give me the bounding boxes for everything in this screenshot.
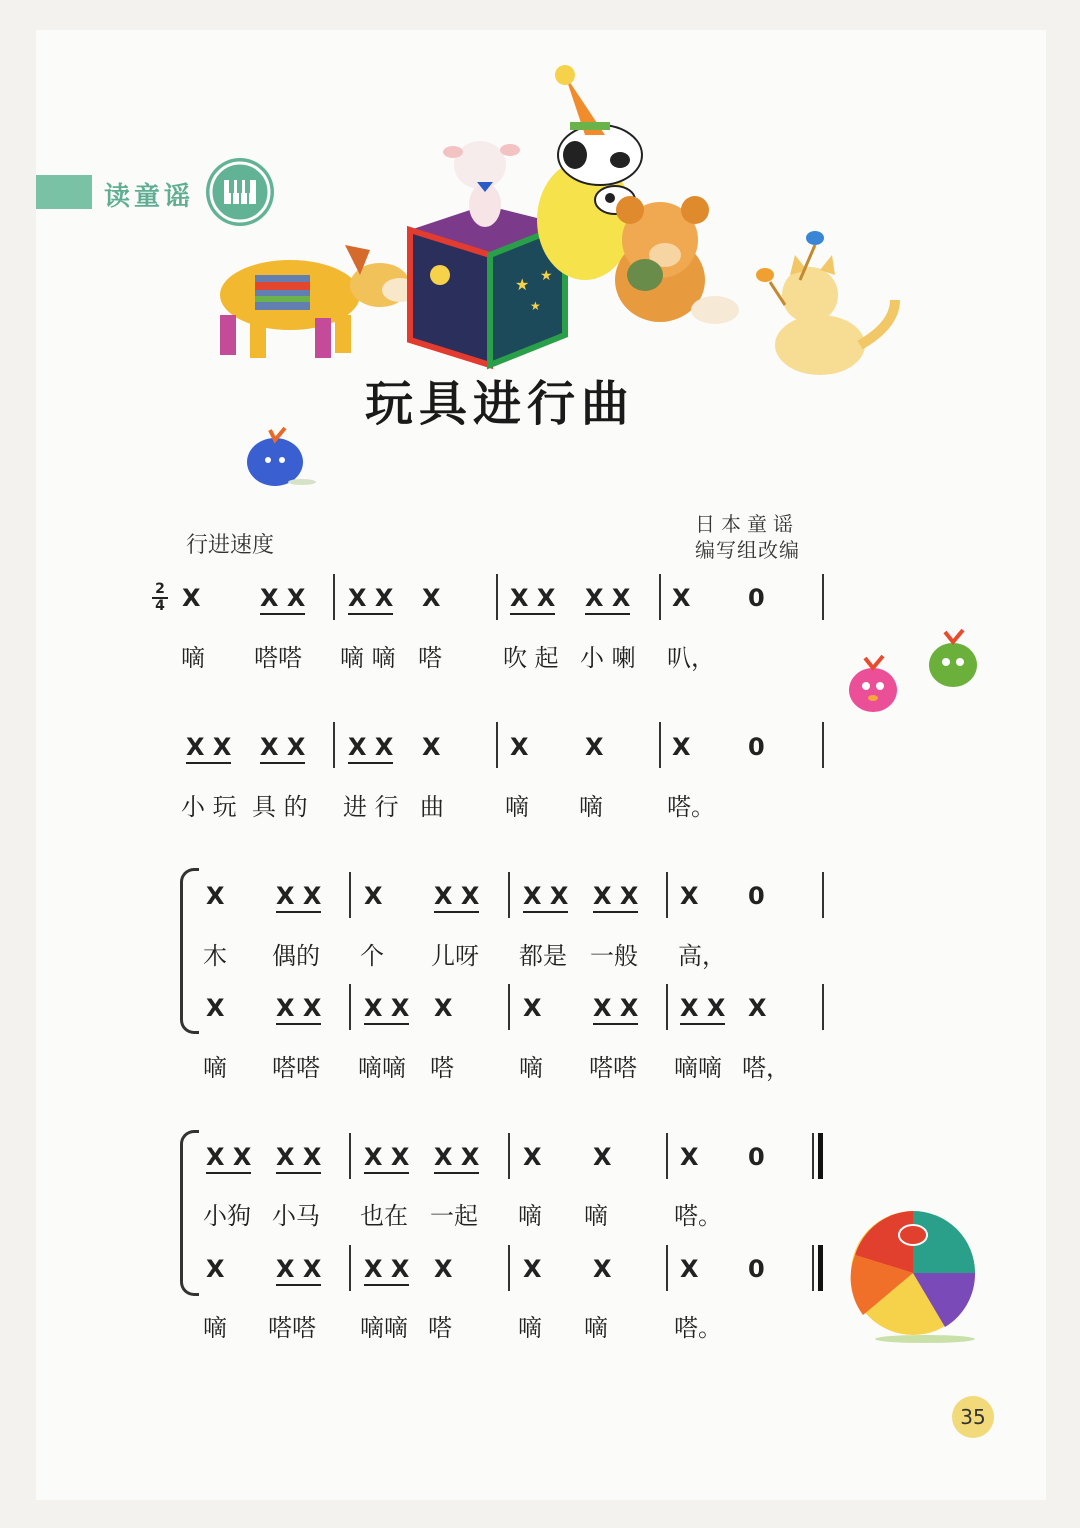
- lyric: 嗒: [428, 1314, 452, 1342]
- bar-line: [496, 722, 498, 768]
- note: X X: [680, 994, 725, 1025]
- lyric: 嗒，: [742, 1054, 790, 1082]
- bar-line: [666, 1133, 668, 1179]
- note: X X: [434, 882, 479, 913]
- bar-line: [666, 1245, 668, 1291]
- bar-line: [349, 1245, 351, 1291]
- lyric: 小 玩: [181, 793, 237, 821]
- bar-line: [508, 1133, 510, 1179]
- lyric: 嗒。: [674, 1202, 722, 1230]
- note: 0: [748, 584, 765, 612]
- bar-line: [822, 984, 824, 1030]
- lyric: 嘀: [584, 1202, 608, 1230]
- lyric: 吹 起: [503, 644, 559, 672]
- lyric: 嘀: [203, 1314, 227, 1342]
- lyric: 具 的: [252, 793, 308, 821]
- note: X X: [364, 994, 409, 1025]
- toy-donkey: [220, 245, 418, 358]
- bar-line: [822, 574, 824, 620]
- lyric: 偶的: [272, 942, 320, 970]
- lyric: 木: [203, 942, 227, 970]
- lyric: 嘀: [519, 1054, 543, 1082]
- svg-text:★: ★: [530, 299, 541, 313]
- note: X: [523, 1255, 542, 1283]
- note: X X: [276, 994, 321, 1025]
- bar-line: [666, 984, 668, 1030]
- lyric: 儿呀: [431, 942, 479, 970]
- note: X X: [585, 584, 630, 615]
- lyric: 曲: [420, 793, 444, 821]
- bar-line: [333, 722, 335, 768]
- note: X: [434, 994, 453, 1022]
- bar-line: [496, 574, 498, 620]
- bar-line: [822, 722, 824, 768]
- note: X X: [364, 1255, 409, 1286]
- lyric: 小狗: [203, 1202, 251, 1230]
- lyric: 嘀: [518, 1202, 542, 1230]
- tempo-marking: 行进速度: [186, 533, 275, 558]
- bar-line: [822, 872, 824, 918]
- lyric: 个: [360, 942, 384, 970]
- svg-text:★: ★: [540, 268, 553, 284]
- lyric: 嘀: [181, 644, 205, 672]
- note: X X: [593, 994, 638, 1025]
- note: X X: [593, 882, 638, 913]
- time-signature: [152, 583, 168, 613]
- lyric: 一般: [590, 942, 638, 970]
- note: 0: [748, 733, 765, 761]
- note: X: [206, 994, 225, 1022]
- credit-origin: 日本童谣: [695, 512, 799, 536]
- note: X: [680, 1143, 699, 1171]
- note: X: [206, 882, 225, 910]
- note: X: [434, 1255, 453, 1283]
- lyric: 嘀: [579, 793, 603, 821]
- toy-cat: [756, 231, 895, 375]
- note: X: [680, 1255, 699, 1283]
- system-brace: [180, 1130, 199, 1296]
- final-bar-line-thick: [818, 1133, 823, 1179]
- note: X: [422, 584, 441, 612]
- note: X X: [364, 1143, 409, 1174]
- lyric: 嗒: [418, 644, 442, 672]
- bar-line: [508, 872, 510, 918]
- note: X: [680, 882, 699, 910]
- lyric: 嗒嗒: [272, 1054, 320, 1082]
- time-signature-bottom: 4: [155, 598, 165, 614]
- lyric: 嘀嘀: [358, 1054, 406, 1082]
- note: X X: [523, 882, 568, 913]
- bar-line: [349, 1133, 351, 1179]
- green-ball-toy: [929, 630, 977, 687]
- note: X: [748, 994, 767, 1022]
- note: X: [523, 994, 542, 1022]
- lyric: 嘀: [505, 793, 529, 821]
- pink-and-green-balls: [843, 620, 1003, 720]
- bar-line: [659, 722, 661, 768]
- lyric: 嘀 嘀: [340, 644, 396, 672]
- note: X: [585, 733, 604, 761]
- note: X X: [276, 1143, 321, 1174]
- note: X X: [276, 882, 321, 913]
- pink-ball-toy: [849, 656, 897, 712]
- lyric: 嘀: [518, 1314, 542, 1342]
- lyric: 小 喇: [580, 644, 636, 672]
- final-bar-line-thick: [818, 1245, 823, 1291]
- lyric: 嘀嘀: [674, 1054, 722, 1082]
- note: X X: [260, 733, 305, 764]
- note: X X: [186, 733, 231, 764]
- note: 0: [748, 1255, 765, 1283]
- lyric: 一起: [430, 1202, 478, 1230]
- note: X X: [510, 584, 555, 615]
- song-title: 玩具进行曲: [365, 376, 636, 432]
- time-signature-top: 2: [155, 581, 165, 597]
- note: X X: [348, 733, 393, 764]
- note: X: [593, 1255, 612, 1283]
- note: X: [593, 1143, 612, 1171]
- system-brace: [180, 868, 199, 1034]
- note: 0: [748, 1143, 765, 1171]
- bar-line: [666, 872, 668, 918]
- bar-line: [508, 984, 510, 1030]
- section-label: 读童谣: [104, 182, 195, 212]
- final-bar-line-thin: [812, 1133, 814, 1179]
- note: X X: [348, 584, 393, 615]
- lyric: 都是: [519, 942, 567, 970]
- lyric: 嗒: [430, 1054, 454, 1082]
- note: X: [182, 584, 201, 612]
- lyric: 嗒。: [674, 1314, 722, 1342]
- note: 0: [748, 882, 765, 910]
- note: X X: [206, 1143, 251, 1174]
- note: X X: [434, 1143, 479, 1174]
- lyric: 小马: [272, 1202, 320, 1230]
- toy-bear: [615, 196, 739, 324]
- note: X X: [276, 1255, 321, 1286]
- note: X: [422, 733, 441, 761]
- toys-illustration: [195, 60, 915, 390]
- page-number: 35: [952, 1396, 994, 1438]
- bar-line: [659, 574, 661, 620]
- note: X: [672, 584, 691, 612]
- lyric: 嗒嗒: [268, 1314, 316, 1342]
- note: X: [364, 882, 383, 910]
- lyric: 也在: [360, 1202, 408, 1230]
- lyric: 嗒嗒: [589, 1054, 637, 1082]
- lyric: 嗒。: [667, 793, 715, 821]
- lyric: 嘀: [203, 1054, 227, 1082]
- note: X: [672, 733, 691, 761]
- striped-beach-ball: [845, 1205, 985, 1345]
- lyric: 叭，: [667, 644, 715, 672]
- note: X: [523, 1143, 542, 1171]
- bar-line: [349, 872, 351, 918]
- credit-arranger: 编写组改编: [695, 538, 800, 562]
- lyric: 嗒嗒: [254, 644, 302, 672]
- bar-line: [349, 984, 351, 1030]
- lyric: 嘀: [584, 1314, 608, 1342]
- svg-text:★: ★: [515, 275, 530, 294]
- final-bar-line-thin: [812, 1245, 814, 1291]
- lyric: 嘀嘀: [360, 1314, 408, 1342]
- lyric: 高，: [678, 942, 726, 970]
- bar-line: [508, 1245, 510, 1291]
- note: X: [510, 733, 529, 761]
- note: X X: [260, 584, 305, 615]
- note: X: [206, 1255, 225, 1283]
- lyric: 进 行: [343, 793, 399, 821]
- section-bar: [36, 175, 92, 209]
- bar-line: [333, 574, 335, 620]
- blue-ball-toy: [240, 420, 320, 490]
